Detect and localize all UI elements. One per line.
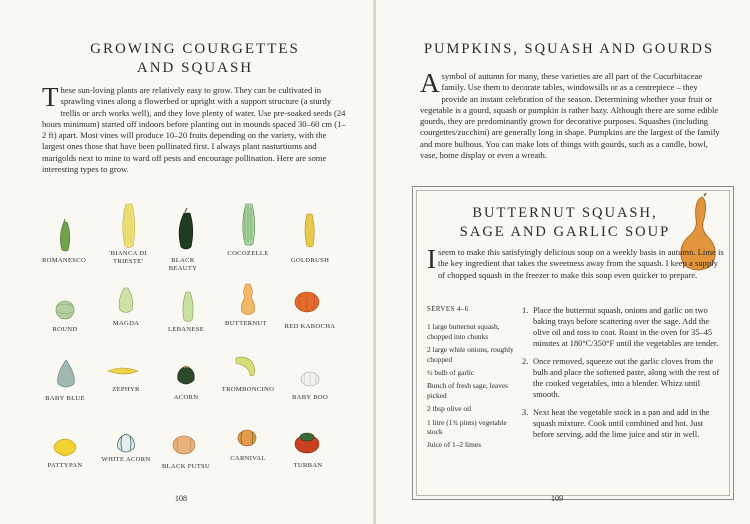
carnival-icon <box>238 430 256 446</box>
red-kabocha-icon <box>295 292 319 312</box>
step-number: 3. <box>522 408 529 417</box>
lebanese-icon <box>183 292 193 322</box>
variety-label: ACORN <box>173 394 199 401</box>
pattypan-icon <box>54 439 76 456</box>
recipe-intro-paragraph <box>427 244 725 281</box>
method-steps <box>522 305 722 447</box>
right-page-title: PUMPKINS, SQUASH AND GOURDS <box>423 41 715 57</box>
right-intro-paragraph <box>420 68 725 161</box>
black-beauty-icon <box>179 208 193 249</box>
variety-label: BUTTERNUT <box>225 320 267 327</box>
step-text: Next heat the vegetable stock in a pan and add in the squash mixture. Cook until combined and hot. Just before serving, add the lime juice and stir in well. <box>533 408 710 439</box>
acorn-icon <box>178 366 195 384</box>
left-dropcap: T <box>42 82 59 112</box>
bianca-icon <box>123 204 135 248</box>
ingredient-item: ½ bulb of garlic <box>427 368 475 378</box>
step-text: Once removed, squeeze out the garlic cloves from the bulb and place the softened paste, along with the rest of the cooked vegetables, into a blender. Whizz until smooth. <box>533 357 720 399</box>
variety-label: WHITE ACORN <box>101 456 151 463</box>
variety-label: RED KABOCHA <box>284 323 336 330</box>
tromboncino-icon <box>236 357 255 376</box>
method-step <box>522 305 722 349</box>
recipe-title-line1: BUTTERNUT SQUASH, <box>472 205 658 221</box>
baby-blue-icon <box>58 360 75 387</box>
right-intro-text: symbol of autumn for many, these varieties are all part of the Cucurbitaceae family. Use them to decorate tables, windowsills or as a centrepiece – they provide an instant celebration of the season. Determining whether your fruit or vegetable is a gourd, squash or pumpkin is rather hazy. Although there are some edible gourds, they are predominantly grown for decorative purposes. Squashes (including courgettes/zucchini) are generally long in shape. Pumpkins are the largest of the family and more bulbous. You can make lots of things with gourds, such as a candle, bowl, vase, home display or even a wreath. <box>420 71 720 161</box>
variety-label: ZEPHYR <box>112 386 140 393</box>
variety-label: PATTYPAN <box>47 462 83 469</box>
romanesco-icon <box>60 219 69 251</box>
variety-label: BABY BLUE <box>45 395 85 402</box>
ingredient-item: 1 litre (1¾ pints) vegetable stock <box>427 417 507 437</box>
left-intro-text: hese sun-loving plants are relatively easy to grow. They can be cultivated in sprawling vines along a flowerbed or upright with a support structure (a sturdy trellis or arch works well), and they love plenty of water. Use pre-soaked seeds (24 hours minimum) started off indoors before planting out in mounds spaced 30–60 cm (1–2 ft) apart. Most vines will produce 10–20 fruits depending on the variety, with the largest ones those that have been pollinated first. I always plant nasturtiums and marigolds next to mine to ward off pests and encourage pollination. Here are some interesting types to grow. <box>42 85 346 175</box>
recipe-title-line2: SAGE AND GARLIC SOUP <box>459 224 671 240</box>
left-title-line2: AND SQUASH <box>136 60 254 76</box>
variety-label: MAGDA <box>112 320 140 327</box>
cocozelle-icon <box>243 204 255 246</box>
baby-boo-icon <box>301 372 319 386</box>
white-acorn-icon <box>118 434 135 452</box>
variety-label: TROMBONCINO <box>221 386 275 393</box>
black-futsu-icon <box>173 436 195 454</box>
variety-label: BABY BOO <box>291 394 329 401</box>
variety-label: ROUND <box>52 326 78 333</box>
variety-label: ROMANESCO <box>41 257 87 264</box>
variety-label: TURBAN <box>293 462 323 469</box>
goldrush-icon <box>305 214 314 247</box>
variety-label: 'BIANCA DI TRIESTE' <box>109 250 147 265</box>
ingredient-item: Juice of 1–2 limes <box>427 440 481 450</box>
method-step <box>522 356 722 400</box>
step-text: Place the butternut squash, onions and garlic on two baking trays before scattering over the sage. Add the olive oil and toss to coat. Roast in the oven for 35–45 minutes at 180°C/350°F until the vegetables are tender. <box>533 306 719 348</box>
ingredient-item: Bunch of fresh sage, leaves picked <box>427 381 509 400</box>
recipe-intro-text: seem to make this satisfyingly delicious soup on a weekly basis in autumn. Lime is the key ingredient that takes the sweetness away from the squash. I keep a supply of chopped squash in the freezer to make this soup even quicker to prepare. <box>438 247 724 280</box>
variety-label: COCOZELLE <box>227 250 269 257</box>
right-dropcap: A <box>420 68 440 98</box>
recipe-dropcap: I <box>427 244 436 274</box>
zephyr-icon <box>108 368 138 374</box>
page-number-left: 108 <box>175 494 187 503</box>
variety-label: CARNIVAL <box>230 455 266 462</box>
variety-illustrations <box>0 0 374 500</box>
variety-label: BLACK BEAUTY <box>168 257 198 272</box>
turban-icon <box>295 433 319 453</box>
recipe-title <box>440 204 690 242</box>
left-title-line1: GROWING COURGETTES <box>90 41 300 57</box>
variety-label: BLACK FUTSU <box>161 463 211 470</box>
step-number: 1. <box>522 306 529 315</box>
variety-label: LEBANESE <box>167 326 205 333</box>
method-step <box>522 407 722 440</box>
ingredient-item: 1 large butternut squash, chopped into chunks <box>427 322 500 341</box>
butternut-icon <box>241 284 254 315</box>
magda-icon <box>119 288 133 313</box>
page-number-right: 109 <box>551 494 563 503</box>
round-icon <box>56 301 74 319</box>
ingredients-list <box>427 305 517 454</box>
ingredient-item: 2 large white onions, roughly chopped <box>427 345 514 364</box>
serves-label: SERVES 4–6 <box>427 306 469 313</box>
step-number: 2. <box>522 357 529 366</box>
variety-label: GOLDRUSH <box>290 257 330 264</box>
ingredient-item: 2 tbsp olive oil <box>427 404 472 414</box>
